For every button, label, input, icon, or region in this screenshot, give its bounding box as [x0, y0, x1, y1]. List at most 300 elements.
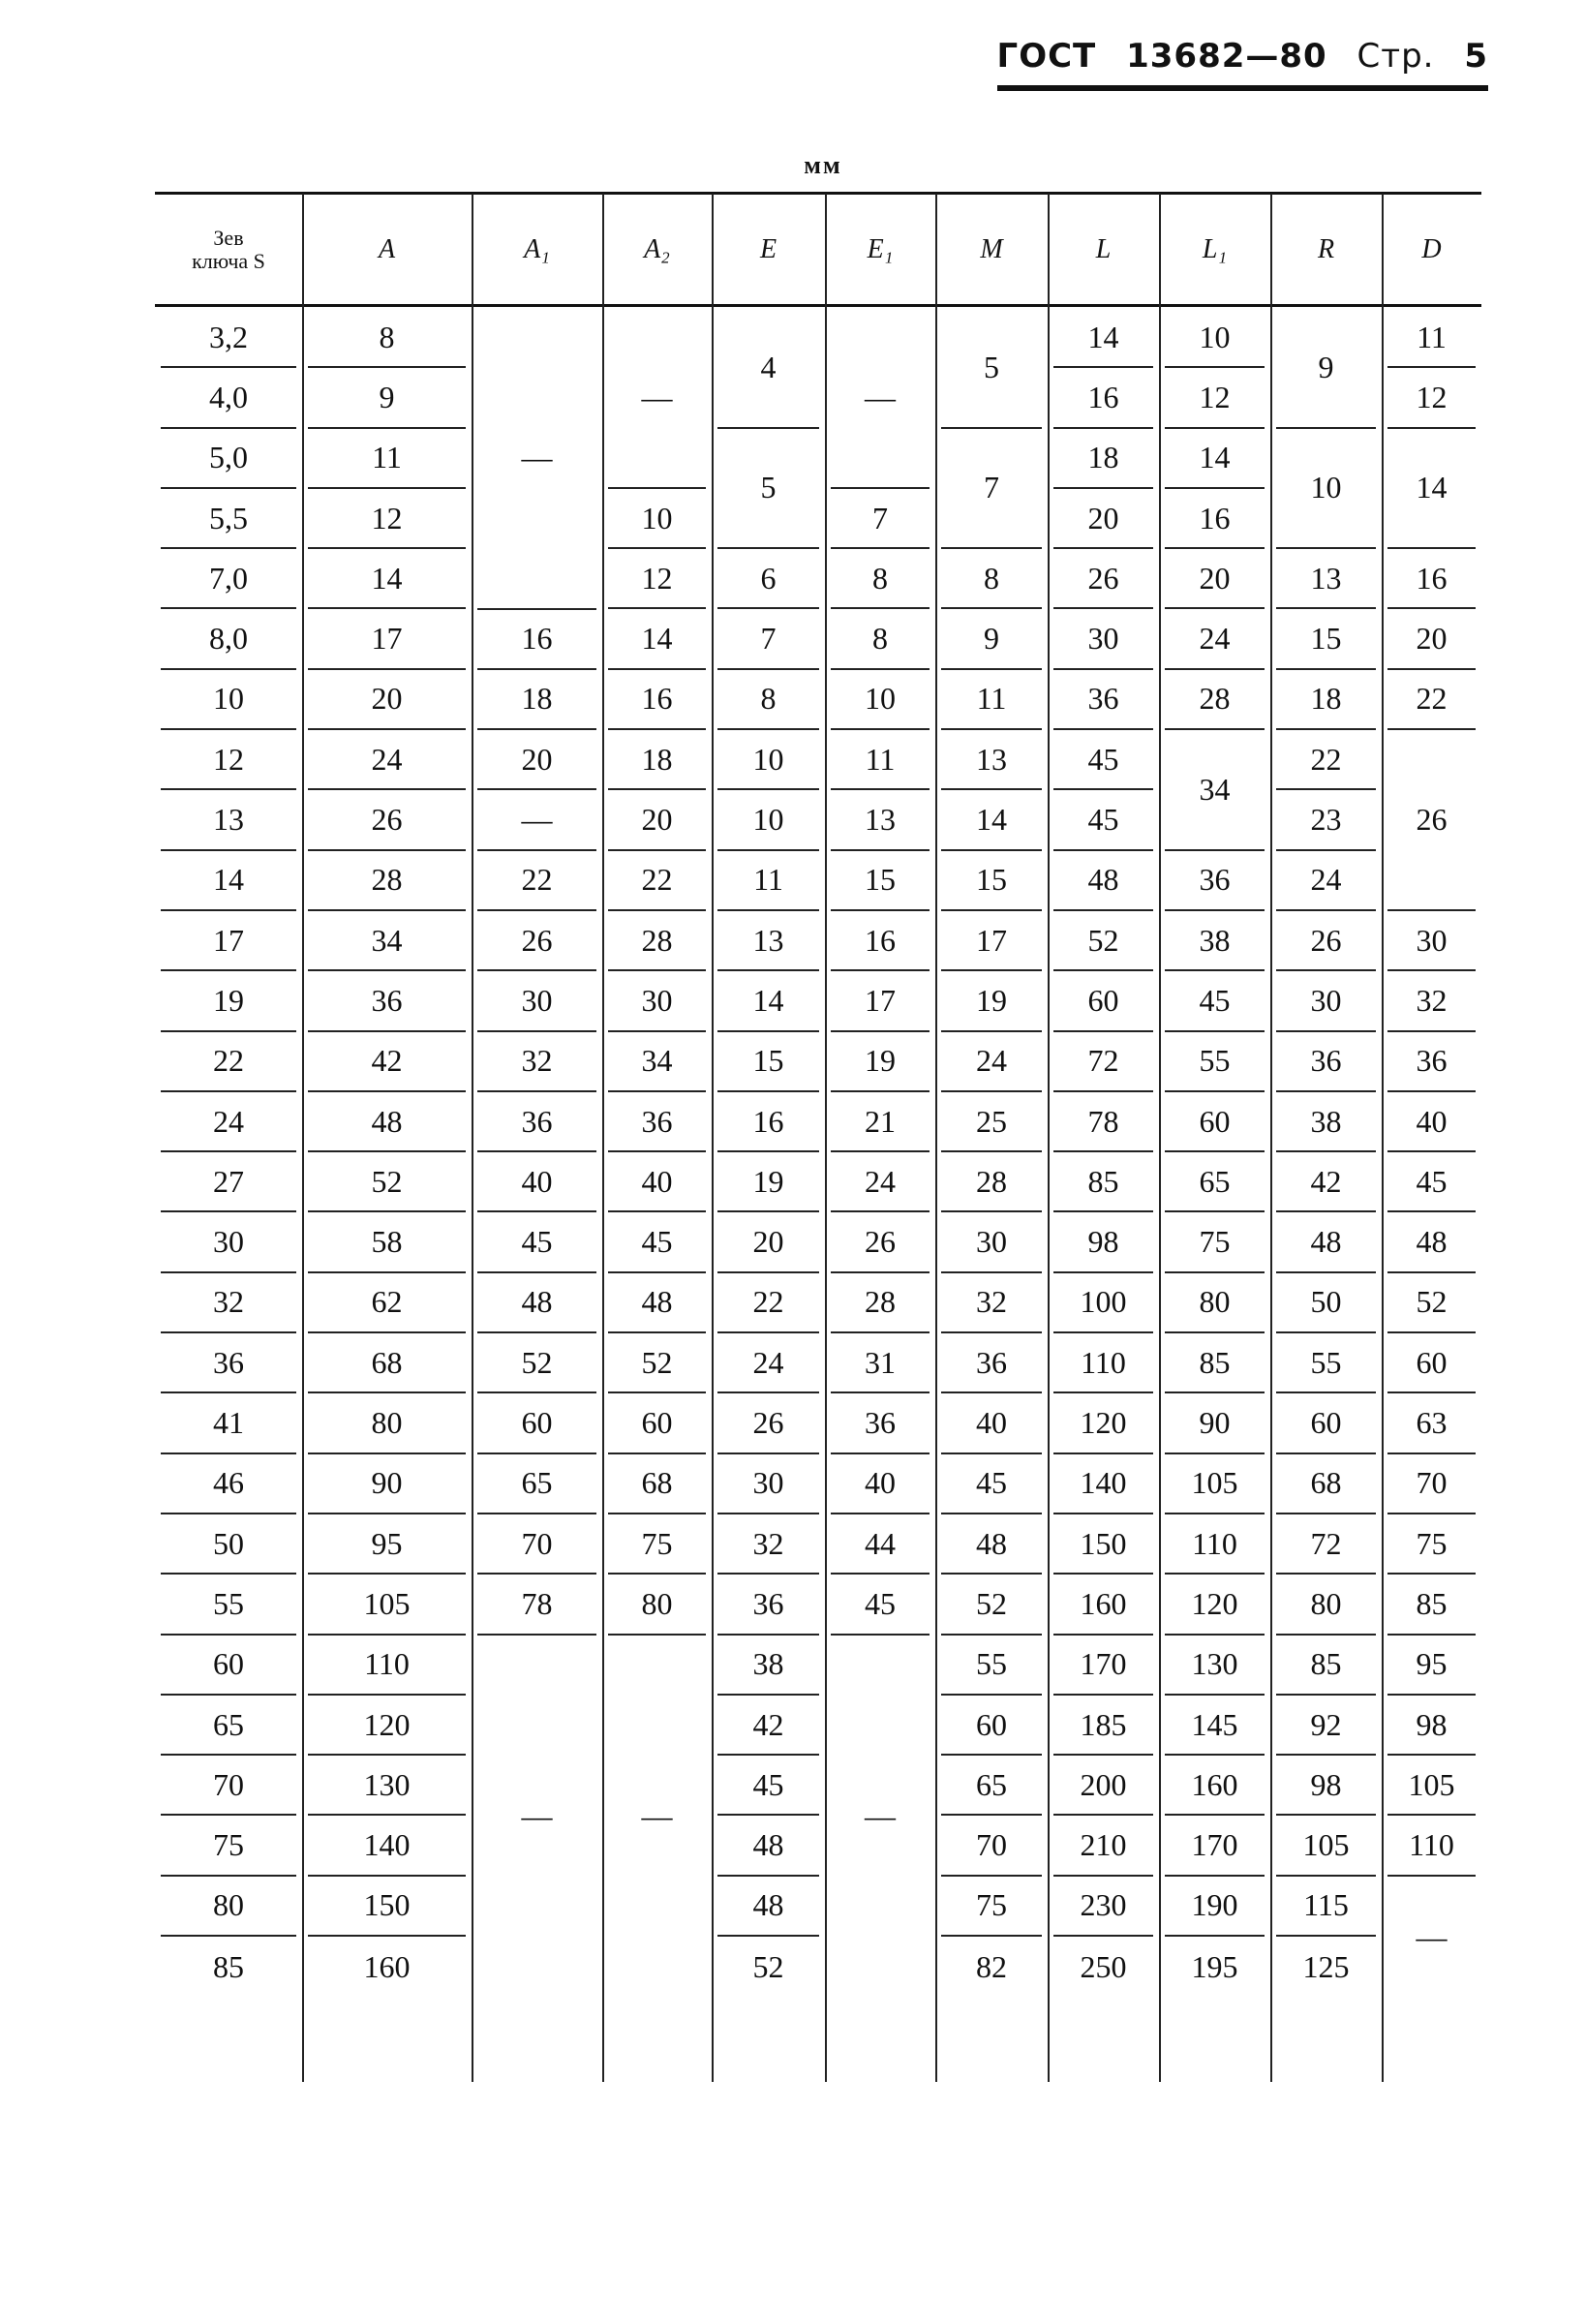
table-cell: 9 — [308, 368, 466, 428]
table-cell: 30 — [1276, 971, 1376, 1031]
table-cell: 100 — [1053, 1273, 1153, 1333]
table-cell: 32 — [941, 1273, 1042, 1333]
table-cell: 14 — [717, 971, 819, 1031]
unit-label: мм — [804, 151, 842, 179]
table-cell: 8 — [941, 549, 1042, 609]
table-cell: 42 — [308, 1032, 466, 1092]
table-header-rule — [155, 304, 1481, 307]
table-cell: 230 — [1053, 1877, 1153, 1937]
row-key-cell: 17 — [161, 911, 296, 971]
table-cell: 55 — [1165, 1032, 1265, 1092]
table-cell: 11 — [831, 730, 930, 790]
table-cell: 18 — [1276, 670, 1376, 730]
table-cell: — — [521, 1797, 553, 1833]
column-separator — [825, 194, 827, 2082]
table-cell: 20 — [1387, 610, 1476, 670]
table-cell: 52 — [752, 1948, 784, 1984]
table-cell: 95 — [1387, 1636, 1476, 1696]
table-cell: 80 — [1165, 1273, 1265, 1333]
table-cell: 30 — [1053, 610, 1153, 670]
table-cell: 28 — [308, 851, 466, 911]
table-cell: 92 — [1276, 1696, 1376, 1756]
table-cell: 16 — [1387, 549, 1476, 609]
table-cell: 52 — [941, 1575, 1042, 1635]
table-cell: 52 — [1053, 911, 1153, 971]
table-cell: 160 — [1053, 1575, 1153, 1635]
table-cell: 10 — [1165, 308, 1265, 368]
table-cell: 190 — [1165, 1877, 1265, 1937]
table-cell: 44 — [831, 1514, 930, 1575]
table-cell: 58 — [308, 1213, 466, 1273]
table-cell: 36 — [1165, 851, 1265, 911]
table-cell: 19 — [831, 1032, 930, 1092]
table-cell: 8 — [831, 549, 930, 609]
table-cell: 85 — [1053, 1152, 1153, 1212]
column-header: E — [759, 234, 777, 264]
table-cell: 105 — [1387, 1756, 1476, 1816]
table-cell: 26 — [1276, 911, 1376, 971]
table-cell: 48 — [477, 1273, 596, 1333]
table-cell: 52 — [308, 1152, 466, 1212]
table-cell: 120 — [308, 1696, 466, 1756]
row-key-cell: 60 — [161, 1636, 296, 1696]
table-cell: 28 — [608, 911, 706, 971]
page-header — [997, 37, 1488, 91]
table-cell: 24 — [831, 1152, 930, 1212]
table-cell: 16 — [1165, 489, 1265, 549]
table-cell: 85 — [1276, 1636, 1376, 1696]
table-cell: 250 — [1080, 1948, 1127, 1984]
table-cell: 36 — [717, 1575, 819, 1635]
table-cell: 36 — [1053, 670, 1153, 730]
table-cell: 68 — [608, 1454, 706, 1514]
table-cell: 40 — [477, 1152, 596, 1212]
table-cell: 28 — [1165, 670, 1265, 730]
table-cell: 24 — [1165, 610, 1265, 670]
table-cell: 210 — [1053, 1817, 1153, 1877]
table-cell: 65 — [941, 1756, 1042, 1816]
table-cell: 24 — [941, 1032, 1042, 1092]
table-cell: 48 — [717, 1877, 819, 1937]
table-cell: 18 — [608, 730, 706, 790]
table-cell: 75 — [608, 1514, 706, 1575]
table-cell: 52 — [608, 1333, 706, 1393]
table-cell: 70 — [1387, 1454, 1476, 1514]
table-cell: 65 — [1165, 1152, 1265, 1212]
table-cell: 26 — [1053, 549, 1153, 609]
table-cell: 36 — [831, 1393, 930, 1453]
table-cell: 22 — [1276, 730, 1376, 790]
table-cell: — — [477, 790, 596, 850]
table-cell: 16 — [831, 911, 930, 971]
table-cell: 98 — [1276, 1756, 1376, 1816]
row-key-cell: 85 — [213, 1948, 244, 1984]
table-cell: 110 — [1387, 1817, 1476, 1877]
table-cell: 110 — [1165, 1514, 1265, 1575]
table-cell: 85 — [1165, 1333, 1265, 1393]
table-cell: 200 — [1053, 1756, 1153, 1816]
table-cell: 16 — [1053, 368, 1153, 428]
table-cell: 120 — [1165, 1575, 1265, 1635]
table-cell: 14 — [941, 790, 1042, 850]
table-cell: — — [608, 308, 706, 489]
column-separator — [935, 194, 937, 2082]
table-cell: 48 — [308, 1092, 466, 1152]
table-cell: 10 — [1276, 429, 1376, 550]
table-cell: 62 — [308, 1273, 466, 1333]
table-cell: 22 — [1387, 670, 1476, 730]
table-cell: 14 — [1387, 429, 1476, 550]
table-cell: 42 — [1276, 1152, 1376, 1212]
table-cell: 98 — [1053, 1213, 1153, 1273]
table-cell: 12 — [308, 489, 466, 549]
table-cell: 18 — [1053, 429, 1153, 489]
row-key-cell: 36 — [161, 1333, 296, 1393]
table-cell: 75 — [941, 1877, 1042, 1937]
row-key-cell: 5,0 — [161, 429, 296, 489]
table-cell: 9 — [941, 610, 1042, 670]
table-cell: 130 — [308, 1756, 466, 1816]
table-cell: 5 — [717, 429, 819, 550]
table-cell: 120 — [1053, 1393, 1153, 1453]
column-separator — [1159, 194, 1161, 2082]
table-cell: 150 — [308, 1877, 466, 1937]
table-cell: 80 — [1276, 1575, 1376, 1635]
table-cell: 170 — [1165, 1817, 1265, 1877]
row-key-cell: 30 — [161, 1213, 296, 1273]
table-cell: 38 — [717, 1636, 819, 1696]
table-cell: 20 — [717, 1213, 819, 1273]
row-key-cell: 75 — [161, 1817, 296, 1877]
table-cell: 140 — [1053, 1454, 1153, 1514]
table-cell: 110 — [1053, 1333, 1153, 1393]
table-cell: 40 — [831, 1454, 930, 1514]
standard-number: 13682—80 — [1126, 37, 1327, 76]
table-cell: 14 — [1053, 308, 1153, 368]
table-cell: 21 — [831, 1092, 930, 1152]
page-number: 5 — [1464, 37, 1488, 76]
table-cell: 4 — [717, 308, 819, 429]
table-cell: 25 — [941, 1092, 1042, 1152]
table-cell: 45 — [717, 1756, 819, 1816]
table-cell: 130 — [1165, 1636, 1265, 1696]
table-cell: 12 — [608, 549, 706, 609]
table-cell: 20 — [608, 790, 706, 850]
table-cell: 52 — [477, 1333, 596, 1393]
column-header: L — [1095, 234, 1112, 264]
table-cell: 80 — [308, 1393, 466, 1453]
table-cell: 12 — [1165, 368, 1265, 428]
table-cell: 45 — [831, 1575, 930, 1635]
column-header: R — [1317, 234, 1335, 264]
table-cell: 22 — [717, 1273, 819, 1333]
table-cell: 26 — [831, 1213, 930, 1273]
table-cell: 75 — [1387, 1514, 1476, 1575]
table-cell: 11 — [941, 670, 1042, 730]
table-cell: 60 — [1276, 1393, 1376, 1453]
table-cell: 10 — [608, 489, 706, 549]
table-cell: 34 — [308, 911, 466, 971]
table-cell: 78 — [477, 1575, 596, 1635]
table-cell: 20 — [477, 730, 596, 790]
table-cell: 150 — [1053, 1514, 1153, 1575]
table-cell: 36 — [477, 1092, 596, 1152]
table-cell: 32 — [477, 1032, 596, 1092]
table-cell: 15 — [831, 851, 930, 911]
table-cell: 30 — [608, 971, 706, 1031]
table-cell: 36 — [941, 1333, 1042, 1393]
table-cell: 8 — [717, 670, 819, 730]
column-separator — [602, 194, 604, 2082]
table-cell: 16 — [717, 1092, 819, 1152]
table-cell: 26 — [477, 911, 596, 971]
column-separator — [712, 194, 714, 2082]
row-key-cell: 27 — [161, 1152, 296, 1212]
table-cell: 68 — [308, 1333, 466, 1393]
table-cell: 11 — [308, 429, 466, 489]
table-cell: 11 — [1387, 308, 1476, 368]
table-cell: 90 — [308, 1454, 466, 1514]
row-key-cell: 70 — [161, 1756, 296, 1816]
table-cell: 160 — [363, 1948, 411, 1984]
table-cell: 65 — [477, 1454, 596, 1514]
standard-label: ГОСТ — [996, 37, 1097, 76]
table-cell: 14 — [308, 549, 466, 609]
table-cell: 28 — [941, 1152, 1042, 1212]
table-cell: — — [865, 1797, 896, 1833]
table-cell: 45 — [1053, 730, 1153, 790]
table-cell: 42 — [717, 1696, 819, 1756]
row-key-cell: 50 — [161, 1514, 296, 1575]
column-header: A — [378, 234, 396, 264]
column-separator — [1048, 194, 1050, 2082]
table-cell: 110 — [308, 1636, 466, 1696]
table-cell: 75 — [1165, 1213, 1265, 1273]
table-cell: 11 — [717, 851, 819, 911]
table-cell: 16 — [608, 670, 706, 730]
table-cell: 10 — [717, 730, 819, 790]
row-key-cell: 55 — [161, 1575, 296, 1635]
row-key-cell: 3,2 — [161, 308, 296, 368]
table-cell: 48 — [1053, 851, 1153, 911]
table-cell: 10 — [717, 790, 819, 850]
row-key-cell: 8,0 — [161, 610, 296, 670]
table-cell: 72 — [1053, 1032, 1153, 1092]
table-cell: — — [831, 308, 930, 489]
table-cell: 40 — [941, 1393, 1042, 1453]
table-cell: 90 — [1165, 1393, 1265, 1453]
row-key-cell: 41 — [161, 1393, 296, 1453]
table-cell: 45 — [1165, 971, 1265, 1031]
column-separator — [1382, 194, 1384, 2082]
row-key-cell: 80 — [161, 1877, 296, 1937]
table-cell: 45 — [941, 1454, 1042, 1514]
table-cell: 52 — [1387, 1273, 1476, 1333]
table-cell: 26 — [1387, 730, 1476, 911]
table-cell: 45 — [1387, 1152, 1476, 1212]
table-cell: 34 — [608, 1032, 706, 1092]
table-cell: 60 — [477, 1393, 596, 1453]
table-cell: 32 — [717, 1514, 819, 1575]
table-cell: 45 — [477, 1213, 596, 1273]
table-cell: 19 — [941, 971, 1042, 1031]
table-cell: 10 — [831, 670, 930, 730]
table-cell: 48 — [608, 1273, 706, 1333]
table-cell: 22 — [608, 851, 706, 911]
row-key-cell: 32 — [161, 1273, 296, 1333]
table-cell: 31 — [831, 1333, 930, 1393]
column-header: A₁ — [524, 234, 550, 264]
row-key-cell: 7,0 — [161, 549, 296, 609]
row-key-cell: 12 — [161, 730, 296, 790]
table-cell: 105 — [1165, 1454, 1265, 1514]
table-cell: 13 — [717, 911, 819, 971]
table-cell: 45 — [1053, 790, 1153, 850]
table-cell: 140 — [308, 1817, 466, 1877]
table-cell: 98 — [1387, 1696, 1476, 1756]
table-cell: 7 — [941, 429, 1042, 550]
row-key-cell: 19 — [161, 971, 296, 1031]
table-cell: 48 — [1276, 1213, 1376, 1273]
table-cell: 40 — [608, 1152, 706, 1212]
table-cell: 5 — [941, 308, 1042, 429]
table-cell: 30 — [941, 1213, 1042, 1273]
table-cell: 20 — [1165, 549, 1265, 609]
table-cell: 19 — [717, 1152, 819, 1212]
table-cell: 28 — [831, 1273, 930, 1333]
table-cell: 63 — [1387, 1393, 1476, 1453]
table-cell: 17 — [831, 971, 930, 1031]
row-key-cell: 10 — [161, 670, 296, 730]
table-cell: 23 — [1276, 790, 1376, 850]
row-key-cell: 22 — [161, 1032, 296, 1092]
table-cell: 36 — [608, 1092, 706, 1152]
table-cell: 30 — [477, 971, 596, 1031]
table-cell: 60 — [1053, 971, 1153, 1031]
table-cell: 13 — [831, 790, 930, 850]
row-key-cell: 5,5 — [161, 489, 296, 549]
table-cell: 60 — [608, 1393, 706, 1453]
table-cell: 8 — [831, 610, 930, 670]
table-cell: 14 — [1165, 429, 1265, 489]
table-cell: 45 — [608, 1213, 706, 1273]
table-cell: 115 — [1276, 1877, 1376, 1937]
table-cell: 7 — [717, 610, 819, 670]
column-separator — [1270, 194, 1272, 2082]
column-separator — [472, 194, 473, 2082]
table-cell: 36 — [308, 971, 466, 1031]
table-cell: 38 — [1276, 1092, 1376, 1152]
table-cell: 20 — [308, 670, 466, 730]
table-cell: 105 — [308, 1575, 466, 1635]
table-cell: 36 — [1276, 1032, 1376, 1092]
table-cell: 68 — [1276, 1454, 1376, 1514]
table-cell: 36 — [1387, 1032, 1476, 1092]
table-cell: 15 — [941, 851, 1042, 911]
table-cell: 145 — [1165, 1696, 1265, 1756]
table-cell: 78 — [1053, 1092, 1153, 1152]
table-cell: 34 — [1165, 730, 1265, 851]
table-cell: — — [477, 308, 596, 610]
table-cell: 50 — [1276, 1273, 1376, 1333]
column-header: Зев ключа S — [192, 226, 265, 273]
table-cell: 16 — [477, 610, 596, 670]
row-key-cell: 4,0 — [161, 368, 296, 428]
column-header: A₂ — [644, 234, 670, 264]
table-cell: 32 — [1387, 971, 1476, 1031]
table-cell: 48 — [941, 1514, 1042, 1575]
table-cell: 55 — [1276, 1333, 1376, 1393]
row-key-cell: 13 — [161, 790, 296, 850]
table-cell: 60 — [1387, 1333, 1476, 1393]
table-cell: 30 — [717, 1454, 819, 1514]
table-cell: 24 — [717, 1333, 819, 1393]
table-cell: 72 — [1276, 1514, 1376, 1575]
row-key-cell: 65 — [161, 1696, 296, 1756]
table-cell: 195 — [1191, 1948, 1238, 1984]
table-cell: 8 — [308, 308, 466, 368]
table-cell: 30 — [1387, 911, 1476, 971]
table-cell: 9 — [1276, 308, 1376, 429]
table-cell: 80 — [608, 1575, 706, 1635]
table-top-rule — [155, 192, 1481, 195]
table-cell: 160 — [1165, 1756, 1265, 1816]
table-cell: — — [1416, 1918, 1448, 1954]
page-label: Стр. — [1356, 37, 1435, 76]
table-cell: 48 — [717, 1817, 819, 1877]
table-cell: 15 — [717, 1032, 819, 1092]
table-cell: 125 — [1302, 1948, 1350, 1984]
row-key-cell: 24 — [161, 1092, 296, 1152]
table-cell: 55 — [941, 1636, 1042, 1696]
table-cell: 82 — [976, 1948, 1007, 1984]
table-cell: 17 — [308, 610, 466, 670]
table-cell: 38 — [1165, 911, 1265, 971]
table-cell: 185 — [1053, 1696, 1153, 1756]
table-cell: 60 — [1165, 1092, 1265, 1152]
row-key-cell: 46 — [161, 1454, 296, 1514]
table-cell: 13 — [1276, 549, 1376, 609]
table-cell: 26 — [717, 1393, 819, 1453]
table-cell: 13 — [941, 730, 1042, 790]
table-cell: 17 — [941, 911, 1042, 971]
column-header: E₁ — [867, 234, 894, 264]
table-cell: 24 — [1276, 851, 1376, 911]
table-cell: — — [641, 1797, 673, 1833]
table-cell: 22 — [477, 851, 596, 911]
table-cell: 7 — [831, 489, 930, 549]
table-cell: 15 — [1276, 610, 1376, 670]
column-header: D — [1421, 234, 1442, 264]
row-key-cell: 14 — [161, 851, 296, 911]
table-cell: 26 — [308, 790, 466, 850]
table-cell: 60 — [941, 1696, 1042, 1756]
table-cell: 40 — [1387, 1092, 1476, 1152]
column-header: L₁ — [1202, 234, 1228, 264]
table-cell: 70 — [477, 1514, 596, 1575]
table-cell: 70 — [941, 1817, 1042, 1877]
table-cell: 24 — [308, 730, 466, 790]
table-cell: 18 — [477, 670, 596, 730]
column-header: M — [980, 234, 1003, 264]
table-cell: 14 — [608, 610, 706, 670]
column-separator — [302, 194, 304, 2082]
table-cell: 105 — [1276, 1817, 1376, 1877]
table-cell: 12 — [1387, 368, 1476, 428]
table-cell: 170 — [1053, 1636, 1153, 1696]
table-cell: 95 — [308, 1514, 466, 1575]
table-cell: 85 — [1387, 1575, 1476, 1635]
